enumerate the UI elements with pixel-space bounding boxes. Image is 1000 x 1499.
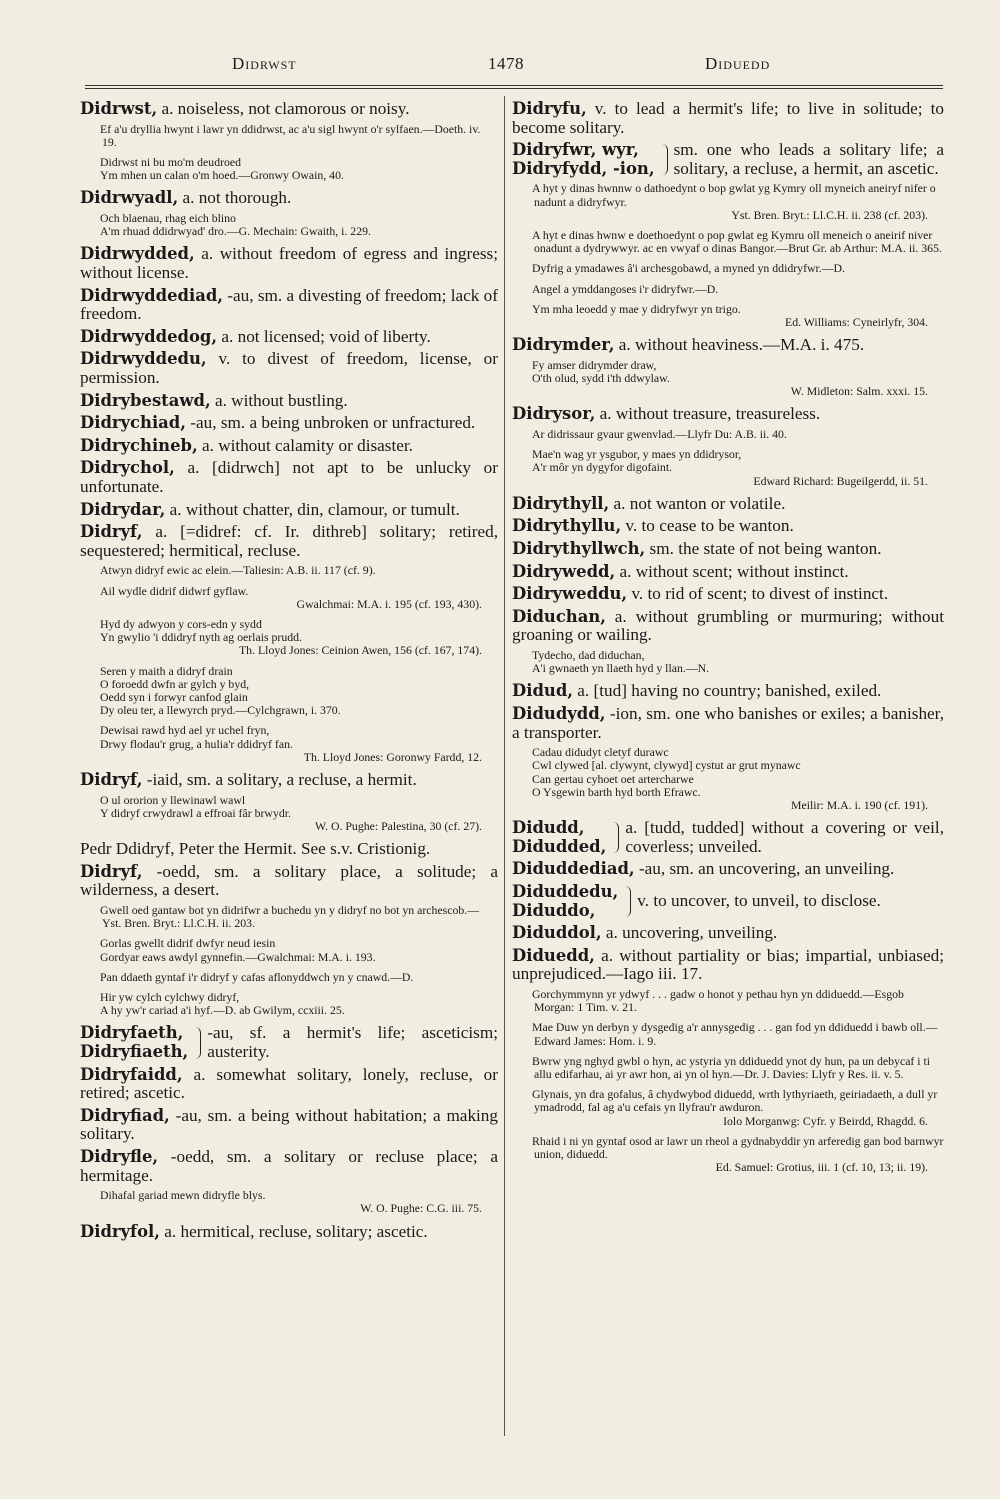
citation-line: Glynais, yn dra gofalus, â chydwybod diduedd, wrth lythyriaeth, geiriadaeth, a dull yr ymadrodd, fal ag a'u cefais yn llyfrau'r awduron. bbox=[532, 1087, 938, 1115]
definition: v. to lead a hermit's life; to live in solitude; to become solitary. bbox=[512, 99, 944, 137]
dictionary-entry bbox=[80, 287, 498, 324]
definition: -iaid, sm. a solitary, a recluse, a hermit. bbox=[142, 769, 417, 789]
dictionary-entry bbox=[80, 523, 498, 560]
definition: sm. one who leads a solitary life; a solitary, a recluse, a hermit, an ascetic. bbox=[673, 140, 944, 178]
headword: Diduedd, bbox=[512, 945, 595, 965]
dictionary-entry bbox=[80, 1066, 498, 1103]
definition: -au, sm. an uncovering, an unveiling. bbox=[634, 859, 895, 879]
citation-block bbox=[102, 794, 498, 834]
dictionary-entry bbox=[512, 924, 944, 943]
definition: a. hermitical, recluse, solitary; ascetic. bbox=[159, 1221, 428, 1241]
dictionary-entry bbox=[80, 350, 498, 387]
definition: a. somewhat solitary, lonely, recluse, or retired; ascetic. bbox=[80, 1064, 498, 1103]
headword: Didrythyllwch, bbox=[512, 539, 646, 558]
headword: Didryf, bbox=[80, 522, 143, 542]
citation-source: Iolo Morganwg: Cyfr. y Beirdd, Rhagdd. 6. bbox=[723, 1113, 928, 1128]
citation-source: Meilir: M.A. i. 190 (cf. 191). bbox=[791, 797, 928, 812]
citation-line: Mae Duw yn derbyn y dysgedig a'r annysgedig . . . gan fod yn ddiduedd i bawb oll.—Edward James: Hom. i. 9. bbox=[532, 1020, 938, 1048]
dictionary-entry bbox=[512, 540, 944, 559]
headword: Diduddedu, bbox=[512, 881, 619, 901]
definition: -oedd, sm. a solitary place, a solitude; a wilderness, a desert. bbox=[80, 861, 498, 900]
dictionary-entry bbox=[80, 437, 498, 456]
dictionary-entry bbox=[80, 1148, 498, 1185]
definition: Pedr Ddidryf, Peter the Hermit. See s.v. Cristionig. bbox=[80, 839, 431, 859]
definition: a. without heaviness.—M.A. i. 475. bbox=[614, 335, 865, 355]
citation-line: Ym mhen un calan o'm hoed.—Gronwy Owain, 40. bbox=[100, 168, 344, 183]
citation-block bbox=[534, 1021, 944, 1047]
dictionary-entry bbox=[80, 863, 498, 900]
citation-line: O ul ororion y llewinawl wawl bbox=[100, 792, 246, 807]
headword-group bbox=[512, 883, 618, 920]
citation-line: Ef a'u dryllia hwynt i lawr yn ddidrwst, ac a'u sigl hwynt o'r sylfaen.—Doeth. iv. 19. bbox=[100, 121, 481, 149]
definition: a. without bustling. bbox=[210, 390, 348, 410]
definition: a. not licensed; void of liberty. bbox=[217, 326, 431, 346]
citation-source: W. Midleton: Salm. xxxi. 15. bbox=[790, 384, 928, 399]
citation-source: Ed. Samuel: Grotius, iii. 1 (cf. 10, 13; ii. 19). bbox=[715, 1160, 928, 1175]
citation-block bbox=[534, 283, 944, 296]
citation-line: Och blaenau, rhag eich blino bbox=[100, 211, 236, 225]
citation-line: Hir yw cylch cylchwy didryf, bbox=[100, 989, 240, 1004]
headword: Didrythyllu, bbox=[512, 516, 622, 536]
headword: Diduddo, bbox=[512, 900, 596, 920]
citation-block bbox=[102, 156, 498, 182]
citation-source: Yst. Bren. Bryt.: Ll.C.H. ii. 238 (cf. 203). bbox=[731, 207, 928, 222]
citation-line: Didrwst ni bu mo'm deudroed bbox=[100, 155, 242, 169]
headword-group bbox=[512, 141, 655, 178]
dictionary-entry bbox=[80, 840, 498, 859]
citation-line: A hyt e dinas hwnw e doethoedynt o pop gwlat eg Kymru oll meneich o aneirif niver onadunt a dydrywwyr. ac en vwyaf o dinas Bangor.—Brut Gr. ab Arthur: M.A. ii. 365. bbox=[532, 227, 942, 256]
citation-block bbox=[102, 665, 498, 718]
headword: Didryf, bbox=[80, 861, 143, 881]
definition: a. [tudd, tudded] without a covering or veil, coverless; unveiled. bbox=[625, 818, 944, 856]
definition: a. without grumbling or murmuring; without groaning or wailing. bbox=[512, 606, 944, 645]
citation-block bbox=[534, 1135, 944, 1175]
citation-line: A'm rhuad ddidrwyad' dro.—G. Mechain: Gwaith, i. 229. bbox=[100, 224, 371, 239]
citation-line: Dihafal gariad mewn didryfle blys. bbox=[100, 1188, 266, 1203]
headword: Didrybestawd, bbox=[80, 390, 211, 410]
definition: a. [tud] having no country; banished, exiled. bbox=[573, 681, 882, 701]
definition: -au, sm. a being without habitation; a making solitary. bbox=[80, 1105, 498, 1144]
dictionary-entry bbox=[80, 459, 498, 496]
dictionary-entry bbox=[80, 414, 498, 433]
headword: Didryfu, bbox=[512, 99, 587, 118]
citation-line: Cadau didudyt cletyf durawc bbox=[532, 745, 669, 760]
citation-source: W. O. Pughe: C.G. iii. 75. bbox=[360, 1201, 482, 1216]
header-rule bbox=[85, 85, 943, 86]
dictionary-entry bbox=[80, 245, 498, 282]
dictionary-entry bbox=[80, 501, 498, 520]
dictionary-entry bbox=[512, 682, 944, 701]
headword: Didrwyddedog, bbox=[80, 326, 218, 346]
citation-block bbox=[534, 1055, 944, 1081]
dictionary-entry bbox=[512, 517, 944, 536]
header-rule-lower bbox=[85, 88, 943, 89]
brace bbox=[618, 886, 631, 917]
citation-line: Gorlas gwellt didrif dwfyr neud iesin bbox=[100, 936, 276, 951]
dictionary-entry bbox=[512, 585, 944, 604]
right-column bbox=[512, 100, 944, 1181]
brace bbox=[606, 822, 619, 853]
citation-block bbox=[534, 448, 944, 488]
headword: Didryfol, bbox=[80, 1221, 160, 1241]
definition: a. without chatter, din, clamour, or tumult. bbox=[165, 499, 460, 519]
headword: Didryweddu, bbox=[512, 584, 628, 604]
definition: a. uncovering, unveiling. bbox=[601, 923, 778, 943]
headword: Didryfwr, wyr, bbox=[512, 140, 639, 160]
headword: Didrwyadl, bbox=[80, 188, 179, 208]
headword: Diduddediad, bbox=[512, 859, 635, 879]
definition: -au, sm. a being unbroken or unfractured. bbox=[185, 413, 476, 433]
definition: a. noiseless, not clamorous or noisy. bbox=[157, 99, 410, 118]
dictionary-entry bbox=[80, 771, 498, 790]
dictionary-entry bbox=[512, 336, 944, 355]
headword: Didrymder, bbox=[512, 335, 615, 355]
citation-block bbox=[534, 428, 944, 441]
definition: a. [didrwch] not apt to be unlucky or unfortunate. bbox=[80, 458, 498, 496]
citation-line: Gordyar eaws awdyl gynnefin.—Gwalchmai: M.A. i. 193. bbox=[100, 949, 376, 964]
headword: Didryfaeth, bbox=[80, 1023, 184, 1043]
headword: Diduddol, bbox=[512, 923, 602, 943]
headword: Diduchan, bbox=[512, 606, 606, 626]
citation-line: Mae'n wag yr ysgubor, y maes yn ddidrysor, bbox=[532, 447, 742, 462]
citation-source: Edward Richard: Bugeilgerdd, ii. 51. bbox=[753, 473, 928, 488]
dictionary-entry bbox=[512, 495, 944, 514]
header-left-guideword: Didrwst bbox=[232, 54, 297, 73]
citation-block bbox=[102, 564, 498, 577]
definition: -au, sf. a hermit's life; asceticism; austerity. bbox=[207, 1023, 498, 1061]
headword: Didudded, bbox=[512, 836, 607, 856]
headword: Didrychiad, bbox=[80, 413, 186, 433]
definition: a. without freedom of egress and ingress; without license. bbox=[80, 244, 498, 282]
headword: Didryfiad, bbox=[80, 1105, 170, 1125]
citation-line: Tydecho, dad diduchan, bbox=[532, 647, 645, 662]
definition: a. not thorough. bbox=[178, 188, 292, 208]
definition: -oedd, sm. a solitary or recluse place; a hermitage. bbox=[80, 1146, 498, 1185]
definition: v. to uncover, to unveil, to disclose. bbox=[637, 891, 881, 911]
citation-block bbox=[534, 262, 944, 275]
citation-source: Ed. Williams: Cyneirlyfr, 304. bbox=[784, 315, 928, 329]
headword: Didryfiaeth, bbox=[80, 1041, 189, 1061]
citation-line: A'r môr yn dygyfor digofaint. bbox=[532, 460, 673, 475]
headword: Didrychineb, bbox=[80, 435, 198, 455]
citation-block bbox=[102, 904, 498, 930]
citation-block bbox=[534, 359, 944, 399]
citation-block bbox=[102, 1189, 498, 1215]
dictionary-entry bbox=[80, 189, 498, 208]
headword: Didrychol, bbox=[80, 458, 175, 478]
definition: a. without scent; without instinct. bbox=[615, 561, 849, 581]
citation-line: Ym mha leoedd y mae y didryfwyr yn trigo. bbox=[532, 301, 741, 316]
dictionary-entry bbox=[80, 1223, 498, 1242]
citation-line: Atwyn didryf ewic ac elein.—Taliesin: A.B. ii. 117 (cf. 9). bbox=[100, 563, 376, 578]
headword: Didryf, bbox=[80, 769, 143, 789]
citation-line: Hyd dy adwyon y cors-edn y sydd bbox=[100, 616, 262, 631]
citation-line: Oedd syn i forwyr canfod glain bbox=[100, 689, 248, 704]
citation-line: Dy oleu ter, a llewyrch pryd.—Cylchgrawn, i. 370. bbox=[100, 703, 341, 718]
dictionary-entry bbox=[80, 392, 498, 411]
citation-line: Dyfrig a ymadawes â'i archesgobawd, a myned yn ddidryfwr.—D. bbox=[532, 261, 846, 276]
definition: a. without calamity or disaster. bbox=[197, 435, 413, 455]
definition: -au, sm. a divesting of freedom; lack of freedom. bbox=[80, 285, 498, 324]
citation-line: O foroedd dwfn ar gylch y byd, bbox=[100, 676, 250, 691]
brace bbox=[188, 1027, 201, 1058]
headword: Didrwyddedu, bbox=[80, 349, 207, 369]
definition: v. to divest of freedom, license, or permission. bbox=[80, 349, 498, 387]
citation-block bbox=[102, 937, 498, 963]
left-column bbox=[80, 100, 498, 1245]
citation-line: Fy amser didrymder draw, bbox=[532, 357, 657, 372]
headword-group bbox=[512, 819, 606, 856]
headword: Didudydd, bbox=[512, 703, 606, 723]
citation-block bbox=[534, 746, 944, 812]
citation-line: Can gertau cyhoet oet artercharwe bbox=[532, 771, 694, 786]
citation-line: Seren y maith a didryf drain bbox=[100, 663, 233, 678]
citation-block bbox=[102, 585, 498, 611]
citation-source: W. O. Pughe: Palestina, 30 (cf. 27). bbox=[315, 818, 482, 833]
citation-block bbox=[102, 212, 498, 238]
citation-line: Y didryf crwydrawl a effroai fâr brwydr. bbox=[100, 805, 291, 820]
dictionary-entry bbox=[80, 328, 498, 347]
citation-line: Dewisai rawd hyd ael yr uchel fryn, bbox=[100, 723, 270, 738]
dictionary-entry bbox=[80, 100, 498, 119]
dictionary-entry bbox=[512, 947, 944, 984]
citation-block bbox=[102, 618, 498, 658]
bracketed-entry bbox=[512, 819, 944, 856]
citation-source: Th. Lloyd Jones: Ceinion Awen, 156 (cf. 167, 174). bbox=[238, 643, 482, 658]
citation-block bbox=[534, 182, 944, 222]
definition: a. without partiality or bias; impartial, unbiased; unprejudiced.—Iago iii. 17. bbox=[512, 945, 944, 984]
definition: a. without treasure, treasureless. bbox=[595, 404, 821, 424]
citation-block bbox=[534, 988, 944, 1014]
page-header bbox=[0, 54, 1000, 84]
headword: Didudd, bbox=[512, 818, 585, 838]
definition: sm. the state of not being wanton. bbox=[645, 539, 882, 558]
dictionary-entry bbox=[512, 100, 944, 137]
headword: Didrwyddediad, bbox=[80, 285, 223, 305]
citation-line: A'i gwnaeth yn llaeth hyd y llan.—N. bbox=[532, 661, 710, 676]
headword: Didrythyll, bbox=[512, 493, 610, 513]
dictionary-entry bbox=[512, 608, 944, 645]
page-number: 1478 bbox=[488, 54, 524, 73]
definition: v. to cease to be wanton. bbox=[621, 516, 794, 536]
headword: Didryfydd, -ion, bbox=[512, 158, 655, 178]
headword: Didryfaidd, bbox=[80, 1064, 183, 1084]
citation-block bbox=[534, 1088, 944, 1128]
headword: Didrwydded, bbox=[80, 244, 195, 264]
citation-source: Th. Lloyd Jones: Goronwy Fardd, 12. bbox=[303, 749, 482, 764]
definition: v. to rid of scent; to divest of instinct. bbox=[627, 584, 889, 604]
citation-line: A hy yw'r cariad a'i hyf.—D. ab Gwilym, ccxiii. 25. bbox=[100, 1003, 345, 1018]
dictionary-entry bbox=[512, 563, 944, 582]
citation-line: Rhaid i ni yn gyntaf osod ar lawr un rheol a gydnabyddir yn arferedig gan bod barnwyr union, diduedd. bbox=[532, 1133, 944, 1161]
dictionary-entry bbox=[80, 1107, 498, 1144]
headword: Didrywedd, bbox=[512, 561, 616, 581]
header-right-guideword: Diduedd bbox=[705, 54, 771, 73]
headword: Didud, bbox=[512, 681, 573, 701]
citation-line: Gorchymmynn yr ydwyf . . . gadw o honot y pethau hyn yn ddiduedd.—Esgob Morgan: 1 Tim. v. 21. bbox=[532, 986, 904, 1015]
brace bbox=[655, 144, 668, 175]
citation-block bbox=[534, 303, 944, 329]
citation-line: Drwy flodau'r grug, a hulia'r ddidryf fan. bbox=[100, 736, 293, 751]
citation-line: Cwl clywed [al. clywynt, clywyd] cystut ar grut mynawc bbox=[532, 758, 801, 773]
definition: a. [=didref: cf. Ir. dithreb] solitary; retired, sequestered; hermitical, recluse. bbox=[80, 522, 498, 560]
citation-line: Yn gwylio 'i ddidryf nyth ag oerlais prudd. bbox=[100, 630, 302, 645]
citation-block bbox=[102, 991, 498, 1017]
citation-block bbox=[534, 649, 944, 675]
citation-line: Gwell oed gantaw bot yn didrifwr a buchedu yn y didryf no bot yn archescob.—Yst. Bren. Bryt.: Ll.C.H. ii. 203. bbox=[100, 902, 480, 931]
headword-group bbox=[80, 1024, 188, 1061]
column-divider bbox=[504, 96, 505, 1436]
headword: Didrysor, bbox=[512, 404, 596, 424]
headword: Didrwst, bbox=[80, 99, 158, 118]
citation-line: Angel a ymddangoses i'r didryfwr.—D. bbox=[532, 281, 719, 296]
bracketed-entry bbox=[80, 1024, 498, 1061]
citation-block bbox=[102, 123, 498, 149]
citation-line: Bwrw yng nghyd gwbl o hyn, ac ystyria yn ddiduedd ynot dy hun, pa un debycaf i ti allu edifarhau, ai yr awr hon, ai yn ol hyn.—Dr. J. Davies: Llyfr y Res. ii. v. 5. bbox=[532, 1053, 931, 1081]
citation-line: A hyt y dinas hwnnw o dathoedynt o bop gwlat yg Kymry oll myneich aneiryf nifer o nadunt a didryfwyr. bbox=[532, 181, 936, 209]
citation-line: Pan ddaeth gyntaf i'r didryf y cafas aflonyddwch yn y cnawd.—D. bbox=[100, 969, 414, 984]
definition: a. not wanton or volatile. bbox=[609, 493, 786, 513]
citation-block bbox=[534, 229, 944, 255]
citation-block bbox=[102, 971, 498, 984]
citation-line: Ail wydle didrif didwrf gyflaw. bbox=[100, 583, 249, 598]
headword: Didrydar, bbox=[80, 499, 166, 519]
definition: -ion, sm. one who banishes or exiles; a banisher, a transporter. bbox=[512, 703, 944, 742]
citation-line: O'th olud, sydd i'th ddwylaw. bbox=[532, 371, 670, 385]
citation-line: O Ysgewin barth hyd borth Efrawc. bbox=[532, 784, 701, 799]
bracketed-entry bbox=[512, 141, 944, 178]
dictionary-entry bbox=[512, 860, 944, 879]
dictionary-entry bbox=[512, 705, 944, 742]
dictionary-entry bbox=[512, 405, 944, 424]
citation-source: Gwalchmai: M.A. i. 195 (cf. 193, 430). bbox=[296, 596, 482, 611]
citation-block bbox=[102, 724, 498, 764]
citation-line: Ar didrissaur gvaur gwenvlad.—Llyfr Du: A.B. ii. 40. bbox=[532, 427, 787, 441]
headword: Didryfle, bbox=[80, 1146, 159, 1166]
bracketed-entry bbox=[512, 883, 944, 920]
